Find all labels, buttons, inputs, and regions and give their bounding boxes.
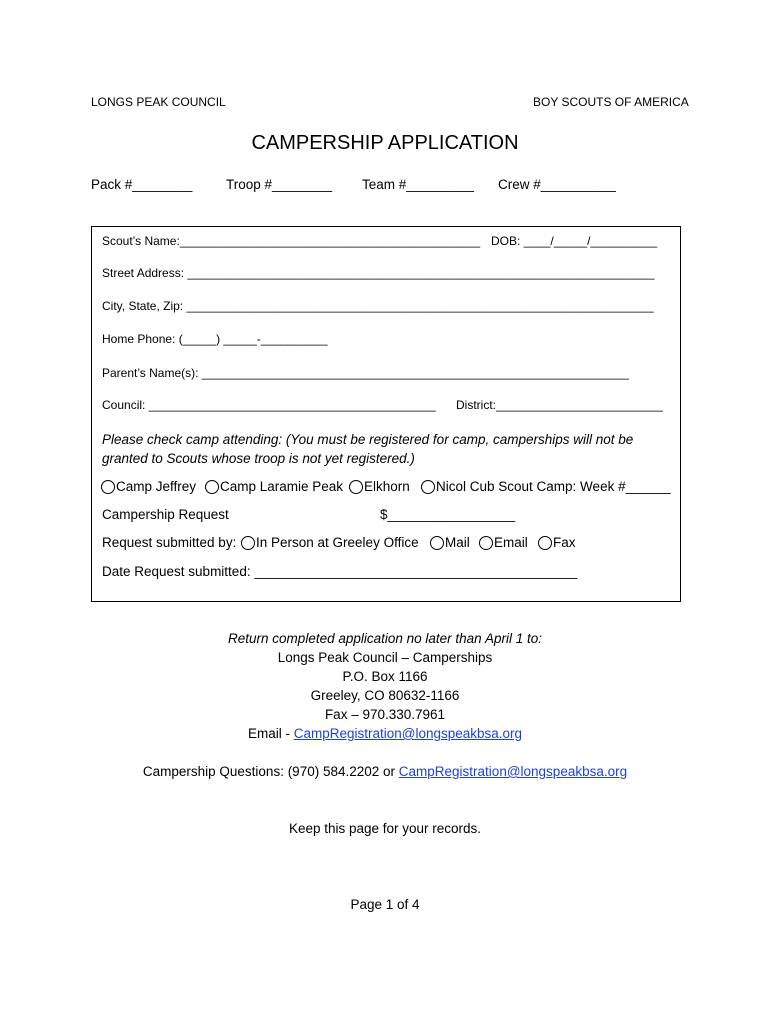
radio-circle-icon[interactable]	[479, 536, 493, 550]
organization-name: BOY SCOUTS OF AMERICA	[533, 95, 689, 109]
camp-option-label: Camp Laramie Peak	[220, 479, 344, 494]
radio-circle-icon[interactable]	[349, 480, 363, 494]
pack-number-field[interactable]: Pack #________	[91, 177, 193, 192]
submit-option-label: Email	[494, 535, 528, 550]
scout-name-field[interactable]: Scout’s Name:_____________________________________________	[102, 234, 481, 248]
radio-circle-icon[interactable]	[241, 536, 255, 550]
submit-option-mail[interactable]	[430, 535, 470, 550]
street-address-field[interactable]: Street Address: ______________________________________________________________________	[102, 266, 655, 280]
radio-circle-icon[interactable]	[205, 480, 219, 494]
council-name: LONGS PEAK COUNCIL	[91, 95, 226, 109]
submit-option-in-person[interactable]	[241, 535, 419, 550]
troop-number-field[interactable]: Troop #________	[226, 177, 333, 192]
submit-option-label: Fax	[553, 535, 576, 550]
campership-amount-field[interactable]: $_________________	[380, 507, 516, 522]
camp-option-nicol[interactable]	[421, 479, 671, 494]
page-number: Page 1 of 4	[350, 897, 420, 912]
return-deadline: Return completed application no later than April 1 to:	[228, 631, 542, 646]
radio-circle-icon[interactable]	[430, 536, 444, 550]
submit-option-fax[interactable]	[538, 535, 576, 550]
radio-circle-icon[interactable]	[538, 536, 552, 550]
submitted-by-label: Request submitted by:	[102, 535, 237, 550]
camp-option-label: Camp Jeffrey	[116, 479, 197, 494]
parents-name-field[interactable]: Parent’s Name(s): ________________________________________________________________	[102, 366, 629, 380]
home-phone-field[interactable]: Home Phone: (_____) _____-__________	[102, 332, 328, 346]
council-field[interactable]: Council: ___________________________________________	[102, 398, 436, 412]
date-submitted-field[interactable]: Date Request submitted: ___________________________________________	[102, 564, 578, 579]
camp-option-jeffrey[interactable]	[101, 479, 196, 494]
camp-option-label: Elkhorn	[364, 479, 410, 494]
submit-option-label: Mail	[445, 535, 470, 550]
crew-number-field[interactable]: Crew #__________	[498, 177, 616, 192]
questions-prefix: Campership Questions: (970) 584.2202 or	[142, 764, 399, 779]
fax-line: Fax – 970.330.7961	[324, 707, 446, 722]
camp-instructions: Please check camp attending: (You must be registered for camp, camperships will not be granted to Scouts whose troop is not yet registered.)	[102, 432, 634, 466]
page-title: CAMPERSHIP APPLICATION	[251, 132, 519, 154]
email-prefix: Email -	[247, 726, 294, 741]
registration-email-link[interactable]: CampRegistration@longspeakbsa.org	[293, 726, 523, 741]
campership-request-label: Campership Request	[102, 507, 229, 522]
team-number-field[interactable]: Team #_________	[362, 177, 474, 192]
questions-line	[0, 764, 770, 779]
email-line	[0, 726, 770, 741]
keep-records-note: Keep this page for your records.	[288, 821, 482, 836]
city-state-zip-field[interactable]: City, State, Zip: ______________________________________________________________________	[102, 299, 654, 313]
camp-option-elkhorn[interactable]	[349, 479, 410, 494]
camp-option-laramie-peak[interactable]	[205, 479, 343, 494]
dob-field[interactable]: DOB: ____/_____/__________	[491, 234, 658, 248]
submit-option-label: In Person at Greeley Office	[256, 535, 419, 550]
radio-circle-icon[interactable]	[421, 480, 435, 494]
address-line: P.O. Box 1166	[342, 669, 428, 684]
submit-option-email[interactable]	[479, 535, 528, 550]
district-field[interactable]: District:_________________________	[456, 398, 663, 412]
address-line: Greeley, CO 80632-1166	[310, 688, 460, 703]
questions-email-link[interactable]: CampRegistration@longspeakbsa.org	[398, 764, 628, 779]
radio-circle-icon[interactable]	[101, 480, 115, 494]
address-line: Longs Peak Council – Camperships	[277, 650, 493, 665]
camp-option-label: Nicol Cub Scout Camp: Week #______	[436, 479, 671, 494]
